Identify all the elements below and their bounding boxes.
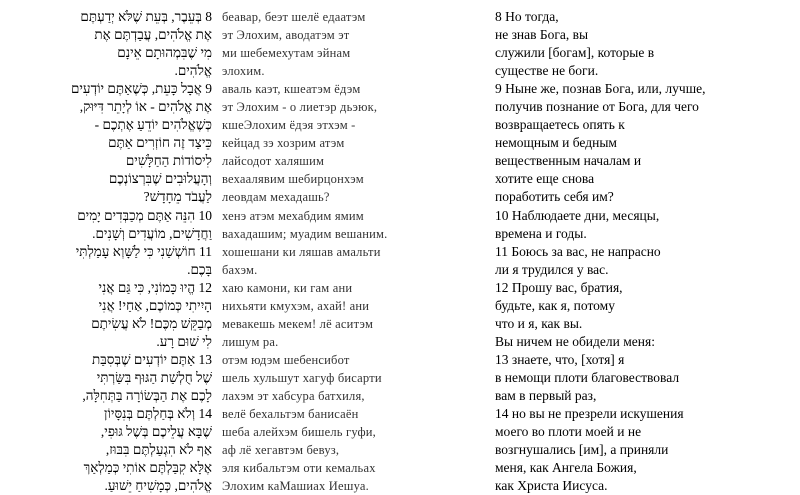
russian-line: моего во плоти моей и не [495,424,642,440]
russian-line: что и я, как вы. [495,315,583,331]
hebrew-line: מְבַקֵּשׁ מִכֶּם! לֹא עֲשִׂיתֶם [91,315,212,331]
russian-line: служили [богам], которые в [495,45,655,61]
russian-line: 11 Боюсь за вас, не напрасно [495,243,661,259]
hebrew-line: 14 וְלֹא בְּחַלְתֶּם בְּנִסָּיוֹן [104,406,212,422]
hebrew-line: כֵּיצַד זֶה חוֹזְרִים אַתֶּם [108,135,212,151]
transliteration-line: хаю камони, ки гам ани [222,280,353,295]
russian-line: как Христа Иисуса. [495,478,608,494]
russian-line: возгнушались [им], а приняли [495,442,669,458]
russian-line: 10 Наблюдаете дни, месяцы, [495,207,660,223]
hebrew-line: אֱלֹהִים. [174,63,212,79]
hebrew-line: 9 אֲבָל כָּעֵת, כְּשֶׁאַתֶּם יוֹדְעִים [70,81,212,97]
russian-line: 9 Ныне же, познав Бога, или, лучше, [495,81,706,97]
transliteration-line: вехаалявим шебирцонхэм [222,172,364,187]
hebrew-line: 11 חוֹשְׁשַׁנִי כִּי לַשָּׁוְא עָמַלְתִּי [75,243,212,259]
transliteration-line: Элохим каМашиах Иешуа. [222,479,369,494]
russian-line: меня, как Ангела Божия, [495,460,637,476]
transliteration-line: кейцад зэ хозрим атэм [222,136,345,151]
hebrew-line: שֶׁל חֻלְשַׁת הַגּוּף בִּשַּׂרְתִּי [96,369,212,385]
transliteration-line: хенэ атэм мехабдим ямим [222,208,364,223]
russian-line: возвращаетесь опять к [495,117,625,133]
hebrew-line: אֱלֹהִים, כְּמָשִׁיחַ יֵשׁוּעַ. [104,478,212,494]
russian-line: не знав Бога, вы [495,27,589,43]
transliteration-column [222,8,452,495]
hebrew-line: 8 בְּעֵבֶר, בְּעֵת שֶׁלֹּא יְדַעְתֶּם [80,9,212,24]
russian-line: ли я трудился у вас. [495,261,609,277]
hebrew-line: אַף לֹא הִגְעַלְתֶּם בִּבּוּז, [105,442,212,458]
transliteration-line: лахэм эт хабсура батхиля, [222,388,365,403]
transliteration-line: лишум ра. [222,334,279,349]
hebrew-line: הָיִיתִי כְּמוֹכֶם, אַחַי! אֲנִי [98,297,212,313]
russian-column [495,8,795,495]
transliteration-line: эт Элохим, аводатэм эт [222,28,350,43]
transliteration-line: аваль каэт, кшеатэм ёдэм [222,82,361,97]
transliteration-line: шель хульшут хагуф бисарти [222,370,382,385]
russian-line: 13 знаете, что, [хотя] я [495,351,625,367]
hebrew-line: 12 הֱיוּ כָּמוֹנִי, כִּי גַּם אֲנִי [98,279,212,295]
hebrew-line: 10 הִנֵּה אַתֶּם מְכַבְּדִים יָמִים [77,207,212,223]
hebrew-line: מִי שֶׁבִּמְהוּתָם אֵינָם [117,45,212,61]
hebrew-line: שֶׁבָּא עֲלֵיכֶם בְּשֶׁל גּוּפִי, [100,424,212,440]
transliteration-line: велё бехальтэм банисаён [222,407,359,422]
transliteration-line: кшеЭлохим ёдэя этхэм - [222,118,356,133]
hebrew-line: לַעֲבֹד מֵחָדָשׁ? [143,189,212,205]
russian-line: в немощи плоти благовествовал [495,369,680,385]
transliteration-line: хошешани ки ляшав амальти [222,244,381,259]
hebrew-line: אֶת אֱלֹהִים, עֲבַדְתֶּם אֶת [94,27,212,43]
hebrew-line: וַחֲדָשִׁים, מוֹעֲדִים וְשָׁנִים. [92,225,212,241]
russian-line: хотите еще снова [495,171,595,187]
hebrew-line: כְּשֶׁאֱלֹהִים יוֹדֵעַ אֶתְכֶם - [94,117,212,133]
russian-line: вам в первый раз, [495,387,597,403]
russian-line: немощным и бедным [495,135,617,151]
transliteration-line: шеба алейхэм бишель гуфи, [222,425,376,440]
transliteration-line: бахэм. [222,262,258,277]
hebrew-line: בָּכֶם. [187,261,212,277]
russian-line: 8 Но тогда, [495,9,559,24]
transliteration-line: лайсодот халяшим [222,154,325,169]
transliteration-line: эт Элохим - о лиетэр дьэюк, [222,100,378,115]
hebrew-line: אֶלָּא קִבַּלְתֶּם אוֹתִי כְּמַלְאַךְ [83,460,212,476]
transliteration-line: вахадашим; муадим вешаним. [222,226,388,241]
transliteration-line: отэм юдэм шебенсибот [222,352,350,367]
russian-line: будьте, как я, потому [495,297,615,313]
russian-line: получив познание от Бога, для чего [495,99,699,115]
hebrew-line: וְהָעֲלוּבִים שֶׁבִּרְצוֹנְכֶם [108,171,212,187]
transliteration-line: ми шебемехутам эйнам [222,46,351,61]
russian-line: времена и годы. [495,225,587,241]
hebrew-line: לִי שׁוּם רָע. [156,333,212,349]
transliteration-line: мевакешь мекем! лё аситэм [222,316,374,331]
hebrew-line: לָכֶם אֶת הַבְּשׂוֹרָה בַּתְּחִלָּה, [82,387,212,403]
hebrew-line: אֶת אֱלֹהִים - אוֹ לְיָתֵר דִּיּוּק, [79,99,212,115]
transliteration-line: леовдам мехадашь? [222,190,330,205]
transliteration-line: нихьяти кмухэм, ахай! ани [222,298,370,313]
hebrew-column [70,8,212,495]
hebrew-line: 13 אַתֶּם יוֹדְעִים שֶׁבְּסִבַּת [92,351,212,367]
transliteration-line: эля кибальтэм оти кемальах [222,461,376,476]
russian-line: поработить себя им? [495,189,614,205]
hebrew-line: לִיסוֹדוֹת הַחַלָּשִׁים [125,153,212,169]
transliteration-line: аф лё хегавтэм бевуз, [222,443,340,458]
russian-line: существе не боги. [495,63,599,79]
russian-line: Вы ничем не обидели меня: [495,333,655,349]
russian-line: вещественным началам и [495,153,642,169]
transliteration-line: беавар, беэт шелё едаатэм [222,10,366,24]
russian-line: 14 но вы не презрели искушения [495,406,684,422]
russian-line: 12 Прошу вас, братия, [495,279,623,295]
transliteration-line: элохим. [222,64,265,79]
